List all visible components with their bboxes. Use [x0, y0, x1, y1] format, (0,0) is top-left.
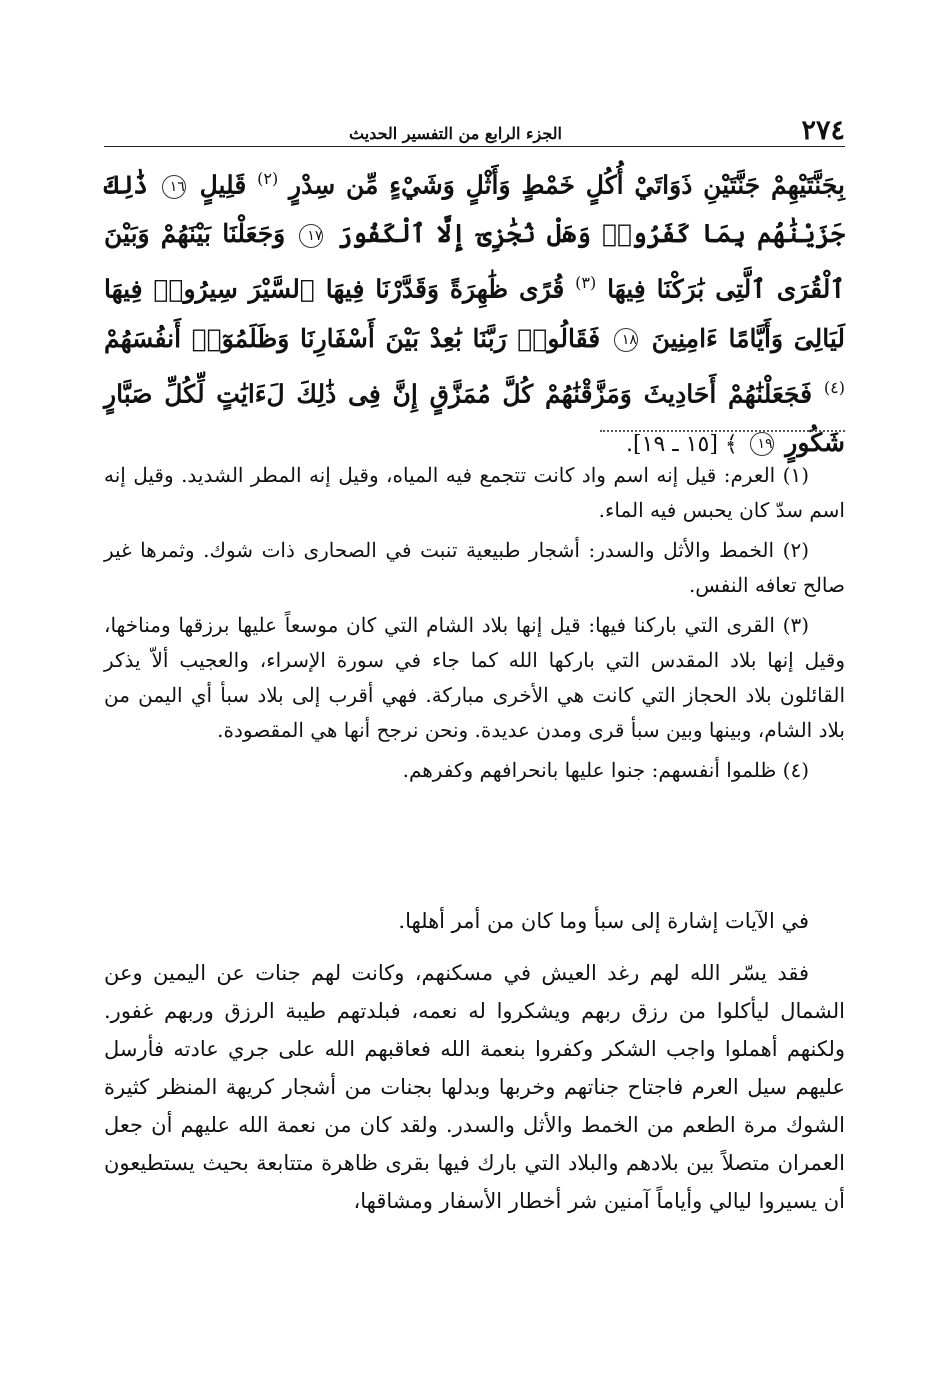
verse-text: فَقَالُوا۟ رَبَّنَا بَٰعِدْ بَيْنَ أَسْفَارِنَا وَظَلَمُوٓا۟ أَنفُسَهُمْ: [104, 323, 601, 353]
verse-text: فَجَعَلْنَٰهُمْ أَحَادِيثَ وَمَزَّقْنَٰهُمْ كُلَّ مُمَزَّقٍ إِنَّ فِى ذَٰلِكَ لَءَايَٰتٍ لِّكُلِّ صَبَّارٍ شَكُورٍ: [104, 378, 845, 457]
quran-verse-block: [104, 154, 845, 469]
footnotes: [104, 458, 845, 793]
verse-citation: ﴾ [١٥ ـ ١٩].: [626, 431, 738, 457]
page-header: [104, 110, 845, 146]
footnote: (٣) القرى التي باركنا فيها: قيل إنها بلاد الشام التي كان موسعاً عليها برزقها ومناخها، وقيل إنها بلاد المقدس التي باركها الله كما جاء في سورة الإسراء، والعجيب ألاّ يذكر القائلون بلاد الحجاز التي كانت هي الأخرى مباركة. فهي أقرب إلى بلاد سبأ أي اليمن من بلاد الشام، وبينها وبين سبأ قرى ومدن عديدة. ونحن نرجح أنها هي المقصودة.: [104, 613, 845, 742]
footnote-separator: [600, 430, 845, 432]
commentary: [104, 902, 845, 1234]
verse-text: قُرًى ظَٰهِرَةً وَقَدَّرْنَا فِيهَا ٱلسَّيْرَ سِيرُوا۟ فِيهَا لَيَالِىَ وَأَيَّامًا ءَامِنِينَ: [104, 274, 845, 353]
running-title: الجزء الرابع من التفسير الحديث: [349, 124, 562, 143]
verse-text: ذَٰلِكَ جَزَيْنَٰهُم بِمَا كَفَرُوا۟ وَهَلْ نُجَٰزِىٓ إِلَّا ٱلْكَفُورَ: [104, 170, 845, 249]
footnote-ref: (٤): [823, 377, 845, 397]
footnote: (١) العرم: قيل إنه اسم واد كانت تتجمع فيه المياه، وقيل إنه المطر الشديد. وقيل إنه اسم سدّ كان يحبس فيه الماء.: [104, 463, 845, 522]
verse-number-marker: ١٦: [162, 175, 186, 199]
footnote-ref: (٣): [575, 273, 597, 293]
verse-text: بِجَنَّتَيْهِمْ جَنَّتَيْنِ ذَوَاتَيْ أُكُلٍ خَمْطٍ وَأَثْلٍ وَشَيْءٍ مِّن سِدْرٍ: [289, 170, 845, 200]
commentary-paragraph: في الآيات إشارة إلى سبأ وما كان من أمر أهلها.: [398, 909, 809, 933]
page-number: ٢٧٤: [801, 115, 845, 146]
header-divider: [104, 146, 845, 147]
verse-text: قَلِيلٍ: [199, 170, 247, 200]
footnote: (٢) الخمط والأثل والسدر: أشجار طبيعية تنبت في الصحارى ذات شوك. وثمرها غير صالح تعافه النفس.: [104, 538, 845, 597]
commentary-paragraph: فقد يسّر الله لهم رغد العيش في مسكنهم، وكانت لهم جنات عن اليمين وعن الشمال ليأكلوا من رزق ربهم ويشكروا له نعمه، فبلدتهم طيبة الرزق وربهم غفور. ولكنهم أهملوا واجب الشكر وكفروا بنعمة الله فعاقبهم الله على جري عادته فأرسل عليهم سيل العرم فاجتاح جناتهم وخربها وبدلها بجنات من أشجار كريهة المنظر كثيرة الشوك مرة الطعم من الخمط والأثل والسدر. ولقد كان من نعمة الله عليهم أن جعل العمران متصلاً بين بلادهم والبلاد التي بارك فيها بقرى ظاهرة متتابعة بحيث يستطيعون أن يسيروا ليالي وأياماً آمنين شر أخطار الأسفار ومشاقها،: [104, 961, 845, 1213]
verse-text: وَجَعَلْنَا بَيْنَهُمْ وَبَيْنَ ٱلْقُرَى ٱلَّتِى بَٰرَكْنَا فِيهَا: [104, 219, 845, 304]
verse-number-marker: ١٧: [299, 224, 323, 248]
footnote: (٤) ظلموا أنفسهم: جنوا عليها بانحرافهم وكفرهم.: [402, 758, 809, 782]
footnote-ref: (٢): [257, 169, 279, 188]
verse-number-marker: ١٨: [614, 328, 638, 352]
verse-number-marker: ١٩: [750, 432, 774, 456]
